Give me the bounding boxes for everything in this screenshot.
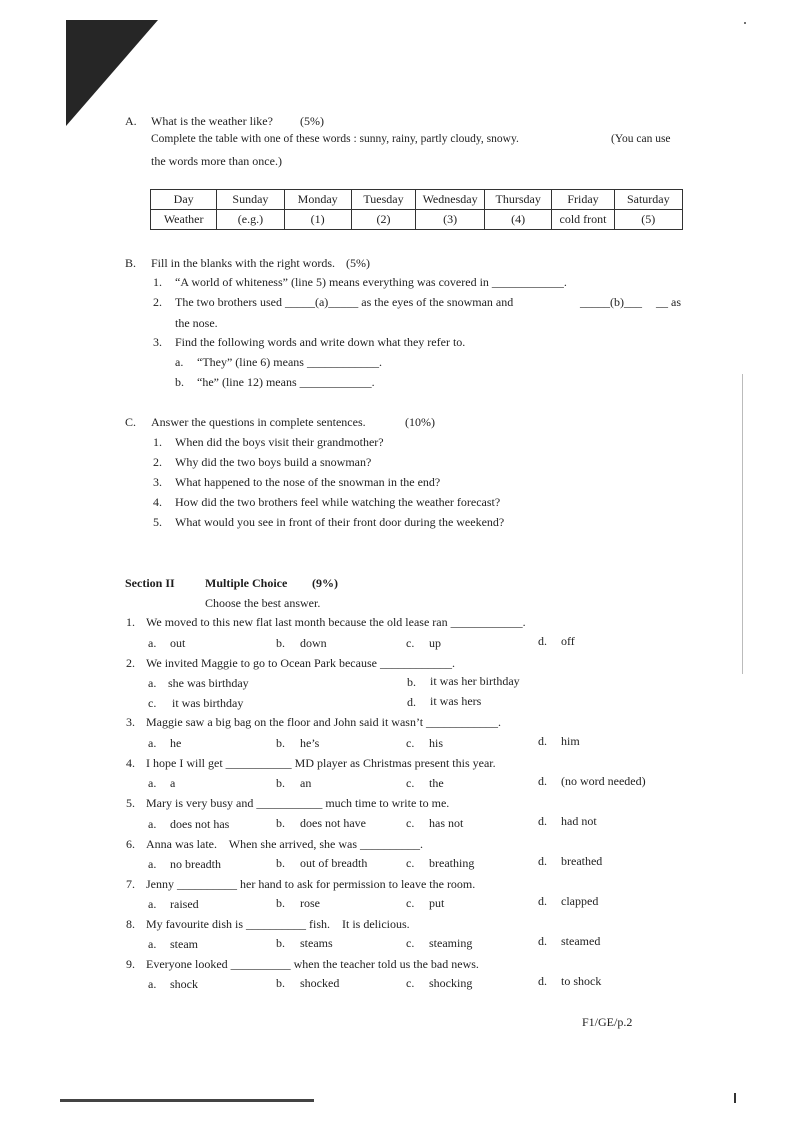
question-number: 3. [153,475,162,489]
option-key: a. [148,937,157,951]
table-cell: Friday [552,190,614,210]
question-text: What happened to the nose of the snowman in the end? [175,475,441,489]
option-text: steaming [429,936,473,950]
option-key: d. [538,894,547,908]
part-a-marks: (5%) [300,114,324,128]
question-number: 2. [126,656,135,670]
table-cell: cold front [552,210,614,230]
part-a-title: What is the weather like? [151,114,273,128]
option-text: breathed [561,854,603,868]
scan-bottom-bar [60,1099,314,1102]
question-number: 3. [153,335,162,349]
option-text: raised [170,897,199,911]
question-number: 6. [126,837,135,851]
option-text: out of breadth [300,856,368,870]
sub-question-text: “They” (line 6) means ____________. [197,355,382,369]
option-text: rose [300,896,320,910]
section-title: Multiple Choice [205,576,288,590]
option-key: d. [538,774,547,788]
option-key: b. [407,675,416,689]
option-text: out [170,636,186,650]
option-key: a. [148,977,157,991]
option-key: d. [538,854,547,868]
option-text: she was birthday [168,676,249,690]
option-key: a. [148,676,157,690]
option-text: it was her birthday [430,674,520,688]
option-text: has not [429,816,464,830]
section-label: Section II [125,576,175,590]
option-key: a. [148,776,157,790]
option-key: b. [276,776,285,790]
question-number: 1. [126,615,135,629]
table-header-row [151,190,683,210]
section-marks: (9%) [312,576,338,590]
part-a-instruction: Complete the table with one of these words : sunny, rainy, partly cloudy, snowy. [151,133,519,145]
sub-question-text: “he” (line 12) means ____________. [197,375,375,389]
question-text: __ as [656,295,681,309]
question-number: 7. [126,877,135,891]
option-text: it was birthday [172,696,244,710]
question-text: We invited Maggie to go to Ocean Park because ____________. [146,656,455,670]
table-cell: Monday [284,190,351,210]
option-key: b. [276,856,285,870]
option-key: a. [148,817,157,831]
question-text: _____(b)___ [580,295,642,309]
question-number: 9. [126,957,135,971]
option-text: steam [170,937,198,951]
part-c-label: C. [125,415,137,429]
page-code: F1/GE/p.2 [582,1015,633,1029]
question-text: Mary is very busy and ___________ much time to write to me. [146,796,450,810]
table-cell: (1) [284,210,351,230]
option-text: his [429,736,444,750]
table-cell: (5) [614,210,682,230]
option-key: c. [406,816,415,830]
option-key: b. [276,896,285,910]
option-key: b. [276,636,285,650]
table-cell: (3) [416,210,485,230]
option-text: no breadth [170,857,221,871]
question-text: Everyone looked __________ when the teacher told us the bad news. [146,957,479,971]
option-text: does not has [170,817,230,831]
question-text: We moved to this new flat last month because the old lease ran ____________. [146,615,526,629]
question-number: 1. [153,435,162,449]
option-key: c. [406,736,415,750]
table-cell: Day [151,190,217,210]
table-cell: (4) [484,210,551,230]
option-text: off [561,634,575,648]
option-text: steamed [561,934,601,948]
option-key: a. [148,897,157,911]
option-text: clapped [561,894,599,908]
option-text: (no word needed) [561,774,646,788]
question-text: Maggie saw a big bag on the floor and John said it wasn’t ____________. [146,715,502,729]
table-cell: Sunday [217,190,284,210]
scan-speck [744,22,746,24]
option-key: b. [276,736,285,750]
option-key: c. [406,896,415,910]
option-key: a. [148,857,157,871]
option-text: steams [300,936,333,950]
part-a-label: A. [125,114,137,128]
option-text: shock [170,977,198,991]
part-c-marks: (10%) [405,415,435,429]
option-key: d. [538,934,547,948]
table-cell: Wednesday [416,190,485,210]
option-text: does not have [300,816,366,830]
part-b-label: B. [125,256,137,270]
part-b-marks: (5%) [346,256,370,270]
question-text: I hope I will get ___________ MD player as Christmas present this year. [146,756,496,770]
option-key: b. [276,816,285,830]
option-key: d. [538,974,547,988]
option-text: down [300,636,327,650]
question-number: 2. [153,295,162,309]
question-text: Why did the two boys build a snowman? [175,455,372,469]
question-text: The two brothers used _____(a)_____ as the eyes of the snowman and [175,295,514,309]
option-key: c. [406,636,415,650]
question-text: Find the following words and write down what they refer to. [175,335,466,349]
question-number: 4. [153,495,162,509]
question-number: 5. [126,796,135,810]
option-key: c. [148,696,157,710]
weather-table [150,189,683,230]
option-key: b. [276,936,285,950]
table-cell: Tuesday [351,190,415,210]
option-text: to shock [561,974,602,988]
option-text: he’s [300,736,320,750]
part-c-title: Answer the questions in complete sentences. [151,415,366,429]
option-text: shocked [300,976,340,990]
part-b-title: Fill in the blanks with the right words. [151,256,335,270]
option-text: a [170,776,176,790]
part-a-instruction-note: (You can use [611,133,671,145]
question-text: “A world of whiteness” (line 5) means everything was covered in ____________. [175,275,567,289]
question-text: Jenny __________ her hand to ask for permission to leave the room. [146,877,476,891]
option-key: d. [407,695,416,709]
option-text: it was hers [430,694,482,708]
option-text: he [170,736,182,750]
sub-question-label: b. [175,375,184,389]
option-text: had not [561,814,597,828]
question-number: 4. [126,756,135,770]
question-text: the nose. [175,316,218,330]
scan-mark [734,1093,736,1103]
option-key: a. [148,736,157,750]
table-cell: (2) [351,210,415,230]
table-row [151,210,683,230]
option-key: d. [538,734,547,748]
option-text: an [300,776,312,790]
option-text: him [561,734,580,748]
option-key: c. [406,856,415,870]
option-key: c. [406,776,415,790]
option-key: a. [148,636,157,650]
question-number: 8. [126,917,135,931]
option-key: d. [538,814,547,828]
question-text: My favourite dish is __________ fish. It is delicious. [146,917,410,931]
scan-edge-line [742,374,743,674]
table-cell: Saturday [614,190,682,210]
question-text: What would you see in front of their front door during the weekend? [175,515,505,529]
sub-question-label: a. [175,355,184,369]
option-text: the [429,776,444,790]
option-key: b. [276,976,285,990]
question-number: 2. [153,455,162,469]
option-text: put [429,896,445,910]
question-number: 3. [126,715,135,729]
option-key: c. [406,976,415,990]
question-number: 1. [153,275,162,289]
corner-mark [66,20,160,128]
section-instruction: Choose the best answer. [205,596,321,610]
option-text: breathing [429,856,475,870]
part-a-instruction-2: the words more than once.) [151,154,282,168]
option-key: d. [538,634,547,648]
table-cell: Thursday [484,190,551,210]
question-text: How did the two brothers feel while watching the weather forecast? [175,495,501,509]
question-text: When did the boys visit their grandmother? [175,435,384,449]
option-key: c. [406,936,415,950]
table-cell: (e.g.) [217,210,284,230]
option-text: up [429,636,441,650]
question-number: 5. [153,515,162,529]
option-text: shocking [429,976,473,990]
question-text: Anna was late. When she arrived, she was __________. [146,837,424,851]
table-cell: Weather [151,210,217,230]
